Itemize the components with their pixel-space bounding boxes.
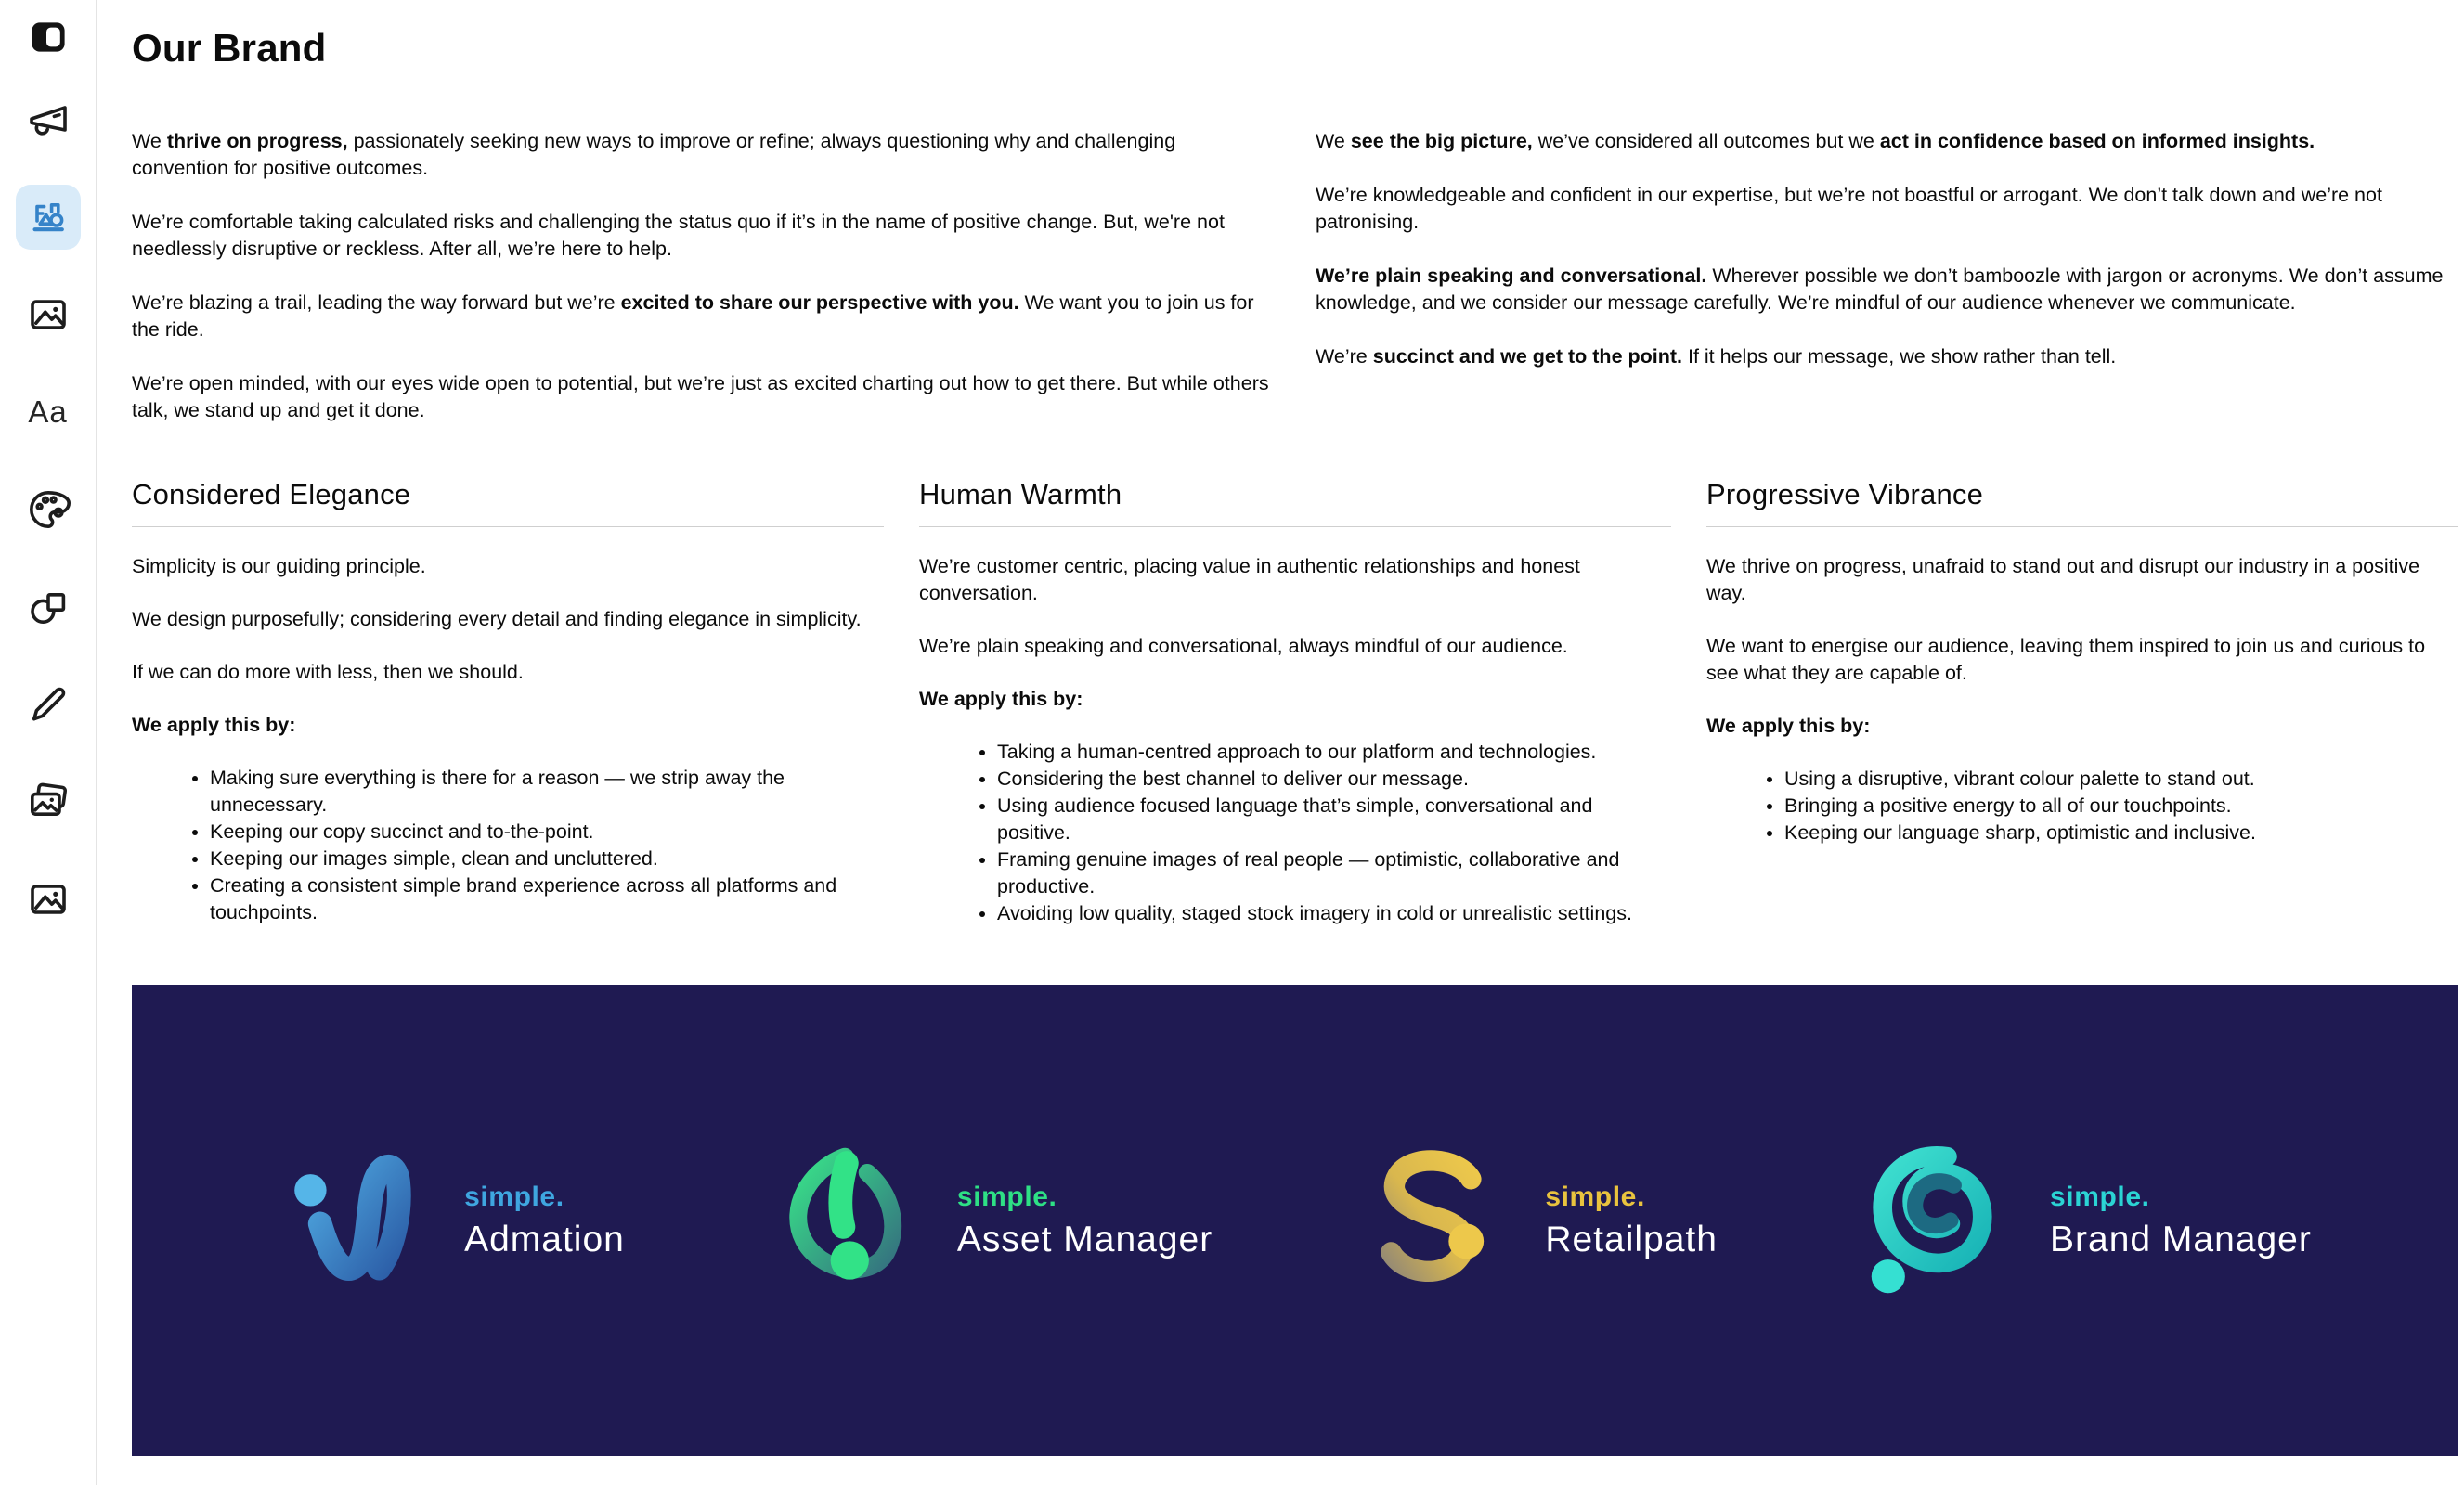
bullet-item: • Keeping our images simple, clean and uncluttered. [210,846,884,872]
sidebar-item-media-library[interactable] [16,769,81,834]
retailpath-logo-mark [1359,1141,1519,1300]
section-paragraph: We’re customer centric, placing value in authentic relationships and honest conversation. [919,555,1580,604]
section-paragraph: We design purposefully; considering every detail and finding elegance in simplicity. [132,608,862,630]
section-considered-elegance [132,478,884,927]
sidebar-item-images[interactable] [16,282,81,347]
section-paragraph: If we can do more with less, then we should. [132,661,524,683]
product-name: Asset Manager [956,1219,1213,1259]
product-name: Retailpath [1545,1219,1718,1259]
intro-paragraph: We’re blazing a trail, leading the way forward but we’re excited to share our perspective with you. We want you to join us for the ride. [132,291,1254,341]
image-icon [26,292,71,337]
bullet-item: • Considering the best channel to deliver our message. [997,766,1671,793]
product-name: Admation [464,1219,625,1259]
apply-label: We apply this by: [1706,715,1871,737]
sidebar-item-shapes[interactable] [16,575,81,639]
pencil-icon [26,682,71,727]
brand-name: simple. [956,1181,1057,1212]
bullet-list [919,739,1671,927]
logo-retailpath [1359,1141,1718,1300]
intro-left-column [132,128,1275,424]
asset-manager-logo-mark [772,1141,931,1300]
brand-manager-logo-mark [1864,1141,2024,1300]
retailpath-wordmark [1545,1182,1718,1260]
brand-name: simple. [2050,1181,2150,1212]
brand-guidelines-icon [26,195,71,239]
intro-paragraph: We thrive on progress, passionately seeking new ways to improve or refine; always questioning why and challenging convention for positive outcomes. [132,130,1176,179]
section-title: Human Warmth [919,478,1671,527]
section-paragraph: We thrive on progress, unafraid to stand out and disrupt our industry in a positive way. [1706,555,2420,604]
bullet-list [1706,766,2458,846]
section-progressive-vibrance [1706,478,2458,927]
section-paragraph: We want to energise our audience, leaving them inspired to join us and curious to see what they are capable of. [1706,635,2426,684]
brand-intro [132,128,2458,424]
sidebar-item-gallery[interactable] [16,867,81,932]
admation-wordmark [464,1182,625,1260]
bullet-item: • Taking a human-centred approach to our platform and technologies. [997,739,1671,766]
bullet-list [132,765,884,926]
palette-icon [26,487,71,532]
media-stack-icon [26,780,71,824]
sidebar-item-brand-guidelines[interactable] [16,185,81,250]
bullet-item: • Keeping our language sharp, optimistic and inclusive. [1784,820,2458,846]
intro-paragraph: We’re comfortable taking calculated risks and challenging the status quo if it’s in the name of positive change. But, we're not needlessly disruptive or reckless. After all, we’re here to help. [132,211,1225,260]
product-logos-banner [132,985,2458,1456]
main-content [97,0,2464,1485]
bullet-item: • Bringing a positive energy to all of our touchpoints. [1784,793,2458,820]
logo-admation [279,1141,625,1300]
section-human-warmth [919,478,1671,927]
shapes-icon [26,585,71,629]
bullet-item: • Keeping our copy succinct and to-the-point. [210,819,884,846]
sidebar-item-toggle[interactable] [16,5,81,70]
intro-paragraph: We’re knowledgeable and confident in our expertise, but we’re not boastful or arrogant. We don’t talk down and we’re not patronising. [1316,184,2382,233]
typography-icon: Aa [28,394,68,429]
product-name: Brand Manager [2050,1219,2312,1259]
megaphone-icon [26,97,71,142]
admation-logo-mark [279,1141,438,1300]
brand-values [132,478,2458,927]
bullet-item: • Creating a consistent simple brand experience across all platforms and touchpoints. [210,872,884,926]
apply-label: We apply this by: [919,688,1083,710]
gallery-icon [26,877,71,922]
page-title: Our Brand [132,26,327,70]
brand-manager-wordmark [2050,1182,2312,1260]
bullet-item: • Framing genuine images of real people — optimistic, collaborative and productive. [997,846,1671,900]
apply-label: We apply this by: [132,714,296,736]
sidebar-item-edit[interactable] [16,672,81,737]
brand-name: simple. [464,1181,564,1212]
logo-brand-manager [1864,1141,2312,1300]
brand-name: simple. [1545,1181,1645,1212]
section-title: Progressive Vibrance [1706,478,2458,527]
sidebar-item-typography[interactable] [16,380,81,445]
intro-paragraph: We see the big picture, we’ve considered all outcomes but we act in confidence based on informed insights. [1316,130,2315,152]
sidebar-item-announcements[interactable] [16,87,81,152]
logo-asset-manager [772,1141,1213,1300]
bullet-item: • Using a disruptive, vibrant colour palette to stand out. [1784,766,2458,793]
bullet-item: • Making sure everything is there for a reason — we strip away the unnecessary. [210,765,884,819]
section-title: Considered Elegance [132,478,884,527]
intro-paragraph: We’re succinct and we get to the point. If it helps our message, we show rather than tell. [1316,345,2117,368]
intro-paragraph: We’re plain speaking and conversational. Wherever possible we don’t bamboozle with jargon or acronyms. We don’t assume knowledge, and we consider our message carefully. We’re mindful of our audience whenever we communicate. [1316,265,2444,314]
intro-paragraph: We’re open minded, with our eyes wide open to potential, but we’re just as excited charting out how to get there. But while others talk, we stand up and get it done. [132,372,1269,421]
intro-right-column [1316,128,2458,424]
section-paragraph: We’re plain speaking and conversational, always mindful of our audience. [919,635,1568,657]
asset-manager-wordmark [957,1182,1213,1260]
sidebar-item-colors[interactable] [16,477,81,542]
sidebar [0,0,97,1485]
bullet-item: • Avoiding low quality, staged stock imagery in cold or unrealistic settings. [997,900,1671,927]
section-paragraph: Simplicity is our guiding principle. [132,555,426,577]
bullet-item: • Using audience focused language that’s simple, conversational and positive. [997,793,1671,846]
sidebar-toggle-icon [26,15,71,59]
